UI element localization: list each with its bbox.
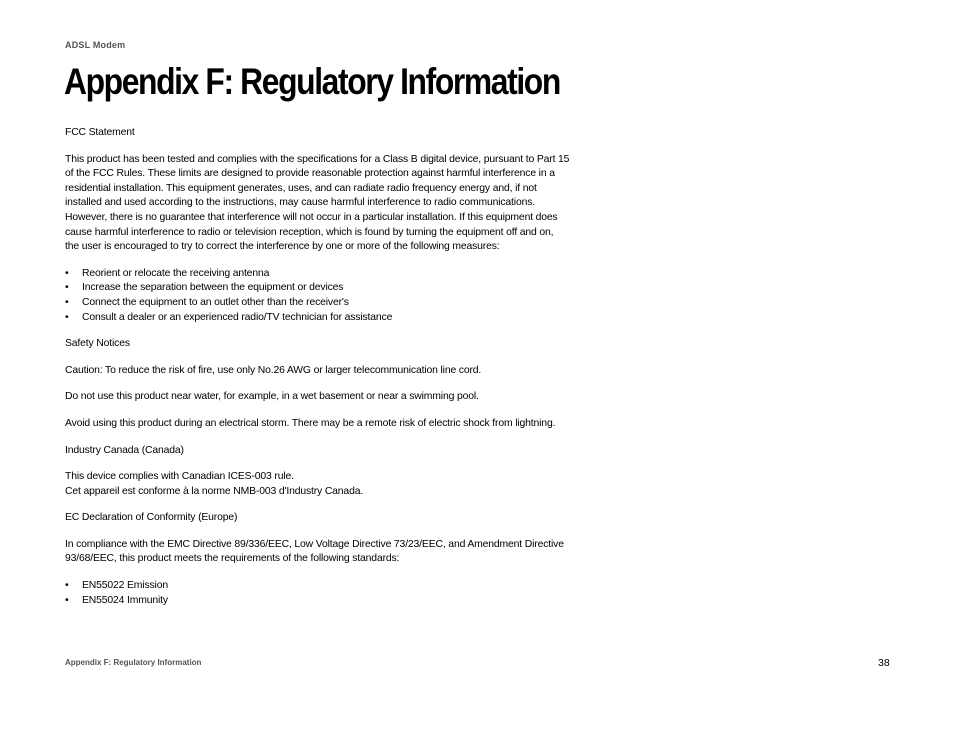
list-item-text: EN55022 Emission <box>82 580 168 592</box>
list-item <box>65 579 595 594</box>
list-item <box>65 594 595 609</box>
bullet-icon: • <box>65 311 69 323</box>
fcc-line: This product has been tested and complies with the specifications for a Class B digital device, pursuant to Part 15 <box>65 153 570 165</box>
canada-line-en: This device complies with Canadian ICES-003 rule. <box>65 471 294 483</box>
fcc-line: However, there is no guarantee that interference will not occur in a particular installation. If this equipment does <box>65 211 558 223</box>
canada-line-fr: Cet appareil est conforme à la norme NMB-003 d'Industry Canada. <box>65 485 364 497</box>
bullet-icon: • <box>65 594 69 606</box>
canada-heading: Industry Canada (Canada) <box>65 444 184 456</box>
list-item-text: Connect the equipment to an outlet other than the receiver's <box>82 296 349 308</box>
ec-line: 93/68/EEC, this product meets the requirements of the following standards: <box>65 553 400 565</box>
fcc-line: of the FCC Rules. These limits are designed to provide reasonable protection against harmful interference in a <box>65 168 555 180</box>
ec-heading: EC Declaration of Conformity (Europe) <box>65 512 238 524</box>
safety-caution: Caution: To reduce the risk of fire, use only No.26 AWG or larger telecommunication line cord. <box>65 364 482 376</box>
list-item-text: Reorient or relocate the receiving antenna <box>82 267 270 279</box>
list-item-text: Increase the separation between the equipment or devices <box>82 282 344 294</box>
safety-storm: Avoid using this product during an electrical storm. There may be a remote risk of electric shock from lightning. <box>65 417 556 429</box>
ec-standards-list <box>65 579 595 608</box>
page-title: Appendix F: Regulatory Information <box>64 61 560 102</box>
bullet-icon: • <box>65 282 69 294</box>
safety-water: Do not use this product near water, for example, in a wet basement or near a swimming pool. <box>65 391 479 403</box>
fcc-line: cause harmful interference to radio or television reception, which is found by turning the equipment off and on, <box>65 226 554 238</box>
list-item <box>65 311 595 326</box>
safety-heading: Safety Notices <box>65 338 130 350</box>
page-number: 38 <box>878 657 890 669</box>
bullet-icon: • <box>65 296 69 308</box>
fcc-line: installed and used according to the instructions, may cause harmful interference to radio communications. <box>65 197 535 209</box>
list-item <box>65 267 595 282</box>
list-item <box>65 281 595 296</box>
fcc-heading: FCC Statement <box>65 127 135 138</box>
ec-line: In compliance with the EMC Directive 89/336/EEC, Low Voltage Directive 73/23/EEC, and Amendment Directive <box>65 538 564 550</box>
body-content <box>65 126 595 620</box>
list-item-text: EN55024 Immunity <box>82 594 168 606</box>
fcc-line: the user is encouraged to try to correct the interference by one or more of the following measures: <box>65 241 500 253</box>
fcc-measures-list <box>65 267 595 325</box>
fcc-line: residential installation. This equipment generates, uses, and can radiate radio frequency energy and, if not <box>65 182 537 194</box>
canada-paragraph <box>65 470 595 499</box>
bullet-icon: • <box>65 267 69 279</box>
list-item-text: Consult a dealer or an experienced radio/TV technician for assistance <box>82 311 393 323</box>
running-footer: Appendix F: Regulatory Information <box>65 658 202 667</box>
ec-paragraph <box>65 538 595 567</box>
fcc-paragraph <box>65 153 595 255</box>
running-header: ADSL Modem <box>65 40 126 50</box>
list-item <box>65 296 595 311</box>
bullet-icon: • <box>65 580 69 592</box>
